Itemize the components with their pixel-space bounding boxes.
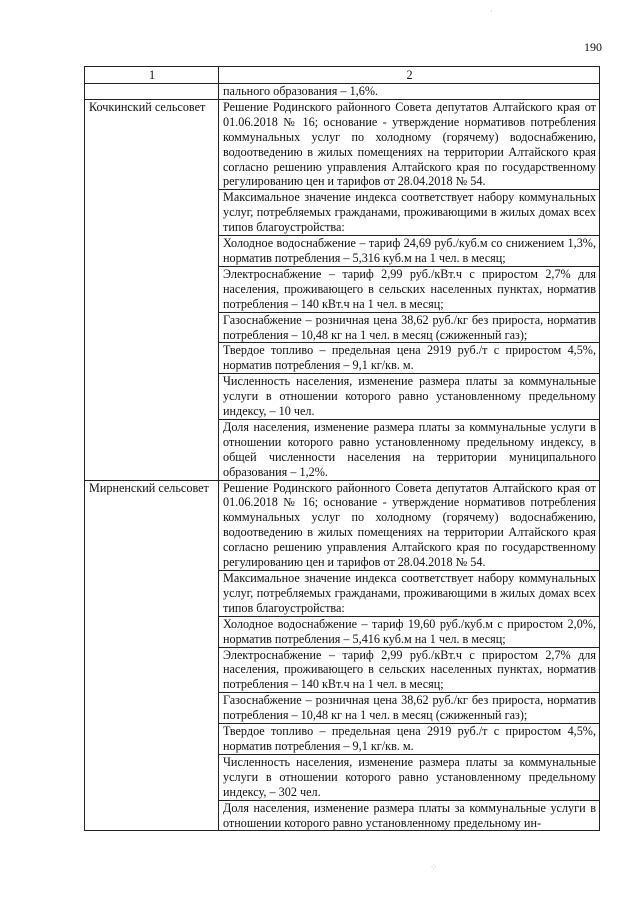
population-count-paragraph: Численность населения, изменение размера платы за коммунальные услуги в отношении которого равно установленному предельному индексу, – 10 чел. <box>219 373 599 419</box>
cold-water-paragraph: Холодное водоснабжение – тариф 24,69 руб./куб.м со снижением 1,3%, норматив потребления – 5,316 куб.м на 1 чел. в месяц; <box>219 235 599 266</box>
scan-speck: · <box>490 6 493 16</box>
index-paragraph: Максимальное значение индекса соответствует набору коммунальных услуг, потребляемых гражданами, проживающими в жилых домах всех типов благоустройства: <box>219 570 599 616</box>
solid-fuel-paragraph: Твердое топливо – предельная цена 2919 руб./т с приростом 4,5%, норматив потребления – 9,1 кг/кв. м. <box>219 723 599 754</box>
index-paragraph: Максимальное значение индекса соответствует набору коммунальных услуг, потребляемых гражданами, проживающими в жилых домах всех типов благоустройства: <box>219 189 599 235</box>
decision-paragraph: Решение Родинского районного Совета депутатов Алтайского края от 01.06.2018 № 16; основание - утверждение нормативов потребления коммунальных услуг по холодному (горячему) водоснабжению, водоотведению в жилых помещениях на территории Алтайского края согласно решению управления Алтайского края по государственному регулированию цен и тарифов от 28.04.2018 № 54. <box>223 99 596 189</box>
tariff-table <box>84 66 600 831</box>
electricity-paragraph: Электроснабжение – тариф 2,99 руб./кВт.ч с приростом 2,7% для населения, проживающего в сельских населенных пунктах, норматив потребления – 140 кВт.ч на 1 чел. в месяц; <box>219 647 599 693</box>
municipality-name: Кочкинский сельсовет <box>85 99 219 480</box>
table-row <box>85 99 600 480</box>
gas-paragraph: Газоснабжение – розничная цена 38,62 руб./кг без прироста, норматив потребления – 10,48 кг на 1 чел. в месяц (сжиженный газ); <box>219 692 599 723</box>
decision-paragraph: Решение Родинского районного Совета депутатов Алтайского края от 01.06.2018 № 16; основание - утверждение нормативов потребления коммунальных услуг по холодному (горячему) водоснабжению, водоотведению в жилых помещениях на территории Алтайского края согласно решению управления Алтайского края по государственному регулированию цен и тарифов от 28.04.2018 № 54. <box>223 480 596 570</box>
continuation-text: пального образования – 1,6%. <box>219 84 600 100</box>
column-header-1: 1 <box>85 67 219 84</box>
municipality-name: Мирненский сельсовет <box>85 480 219 831</box>
population-share-paragraph: Доля населения, изменение размера платы за коммунальные услуги в отношении которого равно установленному предельному индексу, в общей численности населения на территории муниципального образования – 1,2%. <box>219 419 599 480</box>
page-number: 190 <box>584 40 602 54</box>
table-row <box>85 480 600 831</box>
electricity-paragraph: Электроснабжение – тариф 2,99 руб./кВт.ч с приростом 2,7% для населения, проживающего в сельских населенных пунктах, норматив потребления – 140 кВт.ч на 1 чел. в месяц; <box>219 266 599 312</box>
municipality-details <box>219 99 600 480</box>
population-count-paragraph: Численность населения, изменение размера платы за коммунальные услуги в отношении которого равно установленному предельному индексу, – 302 чел. <box>219 754 599 800</box>
continuation-row <box>85 84 600 100</box>
table-header-row <box>85 67 600 84</box>
continuation-empty-cell <box>85 84 219 100</box>
population-share-paragraph: Доля населения, изменение размера платы за коммунальные услуги в отношении которого равно установленному предельному ин- <box>219 800 599 831</box>
column-header-2: 2 <box>219 67 600 84</box>
gas-paragraph: Газоснабжение – розничная цена 38,62 руб./кг без прироста, норматив потребления – 10,48 кг на 1 чел. в месяц (сжиженный газ); <box>219 312 599 343</box>
municipality-details <box>219 480 600 831</box>
scan-speck: ⁘ <box>430 862 438 872</box>
solid-fuel-paragraph: Твердое топливо – предельная цена 2919 руб./т с приростом 4,5%, норматив потребления – 9,1 кг/кв. м. <box>219 342 599 373</box>
cold-water-paragraph: Холодное водоснабжение – тариф 19,60 руб./куб.м с приростом 2,0%, норматив потребления – 5,416 куб.м на 1 чел. в месяц; <box>219 616 599 647</box>
